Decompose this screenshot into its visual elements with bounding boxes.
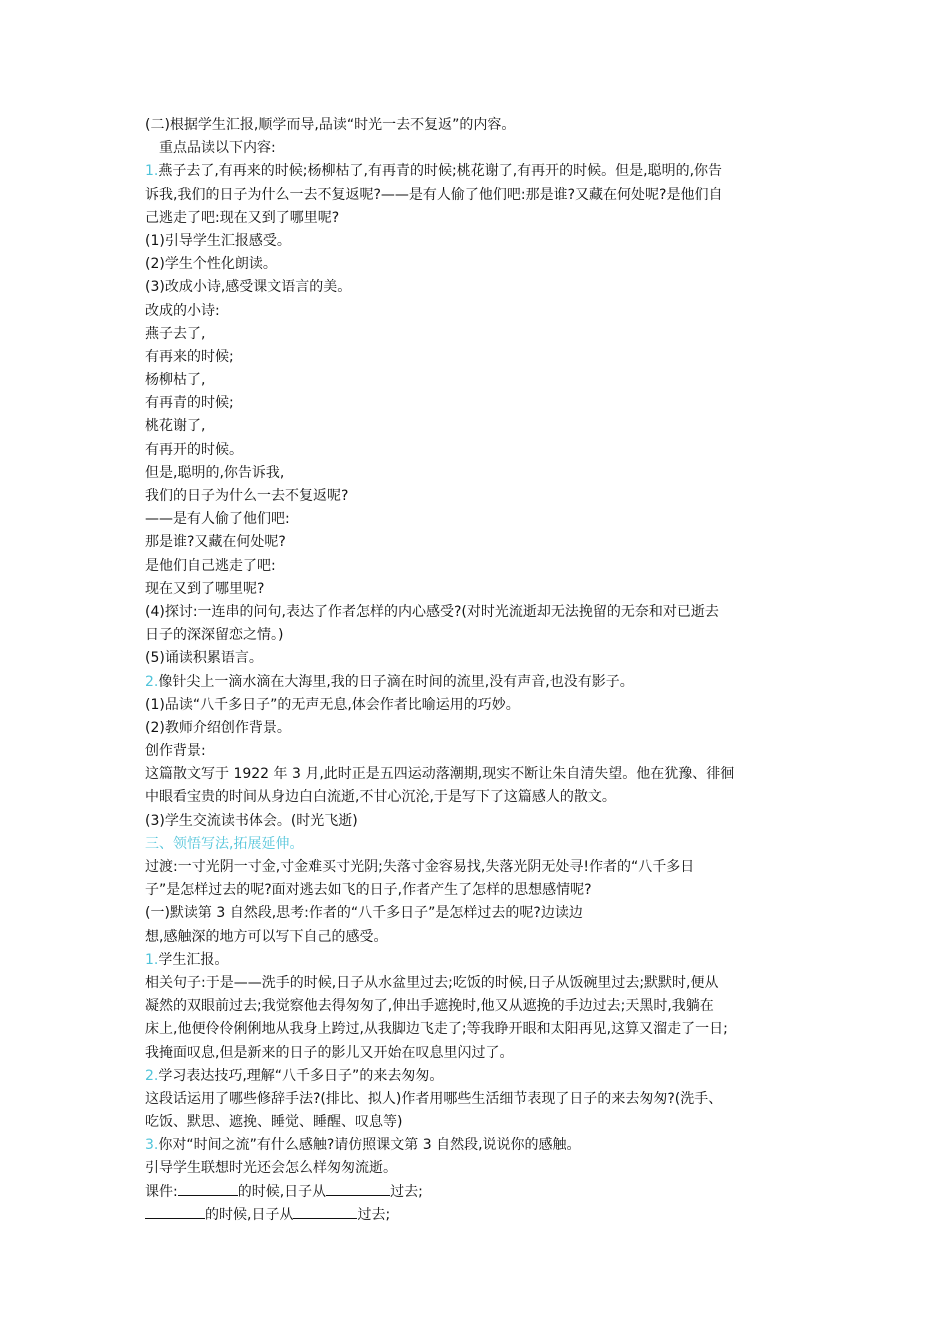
task-line: (一)默读第 3 自然段,思考:作者的“八千多日子”是怎样过去的呢?边读边 <box>145 905 583 922</box>
poem-line: 但是,聪明的,你告诉我, <box>145 464 285 481</box>
question-line: 吃饭、默思、遮挽、睡觉、睡醒、叹息等) <box>145 1114 403 1131</box>
exercise-label: 课件: <box>145 1183 178 1200</box>
step-line: (2)教师介绍创作背景。 <box>145 719 291 736</box>
numbered-item <box>145 949 815 972</box>
poem-line: 燕子去了, <box>145 325 206 342</box>
exercise-row <box>145 1181 815 1204</box>
quote-line <box>145 671 815 694</box>
item-text: 学生汇报。 <box>158 951 229 968</box>
quote-line <box>145 160 815 183</box>
exercise-text: 的时候,日子从 <box>205 1206 294 1223</box>
exercise-text: 的时候,日子从 <box>237 1183 327 1200</box>
item-number: 1. <box>145 163 159 180</box>
fill-blank[interactable] <box>178 1181 238 1196</box>
poem-line: 现在又到了哪里呢? <box>145 580 265 597</box>
step-line: (1)引导学生汇报感受。 <box>145 232 291 249</box>
exercise-text: 过去; <box>390 1183 423 1200</box>
step-line: (2)学生个性化朗读。 <box>145 256 277 273</box>
fill-blank[interactable] <box>326 1181 390 1196</box>
item-number: 1. <box>145 951 159 968</box>
numbered-item <box>145 1134 815 1157</box>
quote-text: 燕子去了,有再来的时候;杨柳枯了,有再青的时候;桃花谢了,有再开的时候。但是,聪明的,你告 <box>158 163 723 180</box>
step-line: (5)诵读积累语言。 <box>145 650 263 667</box>
guide-line: 引导学生联想时光还会怎么样匆匆流逝。 <box>145 1160 397 1177</box>
quote-text: 像针尖上一滴水滴在大海里,我的日子滴在时间的流里,没有声音,也没有影子。 <box>158 673 634 690</box>
poem-line: 有再来的时候; <box>145 348 234 365</box>
excerpt-line: 床上,他便伶伶俐俐地从我身上跨过,从我脚边飞走了;等我睁开眼和太阳再见,这算又溜走了一日; <box>145 1021 728 1038</box>
transition-line: 子”是怎样过去的呢?面对逃去如飞的日子,作者产生了怎样的思想感情呢? <box>145 882 592 899</box>
item-number: 2. <box>145 673 159 690</box>
poem-line: 那是谁?又藏在何处呢? <box>145 534 286 551</box>
excerpt-line: 相关句子:于是——洗手的时候,日子从水盆里过去;吃饭的时候,日子从饭碗里过去;默默时,便从 <box>145 974 719 991</box>
poem-heading: 改成的小诗: <box>145 302 220 319</box>
lesson-document <box>145 114 815 1227</box>
section-heading: 三、领悟写法,拓展延伸。 <box>145 835 304 852</box>
background-heading: 创作背景: <box>145 743 206 760</box>
step-line: (4)探讨:一连串的问句,表达了作者怎样的内心感受?(对时光流逝却无法挽留的无奈和对已逝去 <box>145 603 719 620</box>
item-text: 学习表达技巧,理解“八千多日子”的来去匆匆。 <box>158 1067 444 1084</box>
excerpt-line: 凝然的双眼前过去;我觉察他去得匆匆了,伸出手遮挽时,他又从遮挽的手边过去;天黑时,我躺在 <box>145 998 714 1015</box>
transition-line: 过渡:一寸光阴一寸金,寸金难买寸光阴;失落寸金容易找,失落光阴无处寻!作者的“八千多日 <box>145 859 695 875</box>
quote-line: 己逃走了吧:现在又到了哪里呢? <box>145 209 340 226</box>
fill-blank[interactable] <box>293 1204 357 1219</box>
excerpt-line: 我掩面叹息,但是新来的日子的影儿又开始在叹息里闪过了。 <box>145 1044 514 1061</box>
instruction-line: 重点品读以下内容: <box>159 140 276 157</box>
poem-line: 有再开的时候。 <box>145 441 243 458</box>
item-text: 你对“时间之流”有什么感触?请仿照课文第 3 自然段,说说你的感触。 <box>158 1137 581 1154</box>
poem-line: 桃花谢了, <box>145 418 206 435</box>
question-line: 这段话运用了哪些修辞手法?(排比、拟人)作者用哪些生活细节表现了日子的来去匆匆?(洗手、 <box>145 1090 723 1107</box>
step-line: (1)品读“八千多日子”的无声无息,体会作者比喻运用的巧妙。 <box>145 696 520 713</box>
fill-blank[interactable] <box>145 1204 205 1219</box>
exercise-text: 过去; <box>357 1206 391 1223</box>
step-line: (3)学生交流读书体会。(时光飞逝) <box>145 812 358 829</box>
task-line: 想,感触深的地方可以写下自己的感受。 <box>145 928 388 945</box>
poem-line: ——是有人偷了他们吧: <box>145 511 290 528</box>
background-line: 这篇散文写于 1922 年 3 月,此时正是五四运动落潮期,现实不断让朱自清失望。他在犹豫、徘徊 <box>145 766 735 783</box>
item-number: 3. <box>145 1137 159 1154</box>
step-line: 日子的深深留恋之情。) <box>145 627 284 644</box>
background-line: 中眼看宝贵的时间从身边白白流逝,不甘心沉沦,于是写下了这篇感人的散文。 <box>145 789 616 806</box>
poem-line: 杨柳枯了, <box>145 372 206 389</box>
exercise-row <box>145 1204 815 1227</box>
item-number: 2. <box>145 1067 159 1084</box>
poem-line: 我们的日子为什么一去不复返呢? <box>145 488 349 504</box>
poem-line: 有再青的时候; <box>145 395 234 412</box>
numbered-item <box>145 1065 815 1088</box>
quote-line: 诉我,我们的日子为什么一去不复返呢?——是有人偷了他们吧:那是谁?又藏在何处呢?是他们自 <box>145 186 723 203</box>
paragraph-heading: (二)根据学生汇报,顺学而导,品读“时光一去不复返”的内容。 <box>145 117 516 133</box>
poem-line: 是他们自己逃走了吧: <box>145 557 276 574</box>
step-line: (3)改成小诗,感受课文语言的美。 <box>145 279 352 296</box>
